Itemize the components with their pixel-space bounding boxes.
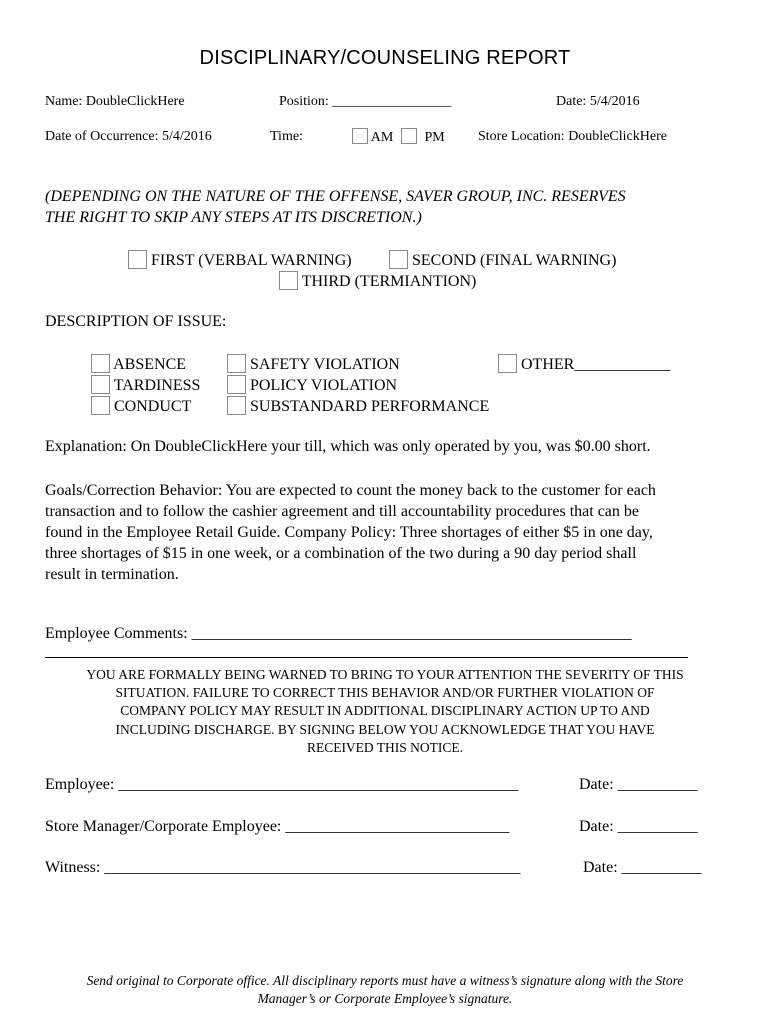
issue-other-option[interactable]: [498, 354, 670, 374]
explanation-text: Explanation: On DoubleClickHere your till, which was only operated by you, was $0.00 short.: [45, 438, 651, 455]
formal-warning-notice: [40, 666, 730, 757]
notice-line-3: COMPANY POLICY MAY RESULT IN ADDITIONAL DISCIPLINARY ACTION UP TO AND: [120, 703, 650, 719]
warning-first-option[interactable]: [128, 250, 352, 270]
notice-line-2: SITUATION. FAILURE TO CORRECT THIS BEHAVIOR AND/OR FURTHER VIOLATION OF: [115, 685, 655, 701]
am-label: AM: [370, 130, 394, 145]
position-field[interactable]: Position: _________________: [279, 94, 452, 109]
comments-second-line[interactable]: [45, 657, 688, 658]
policy-note-line-1: (DEPENDING ON THE NATURE OF THE OFFENSE, SAVER GROUP, INC. RESERVES: [45, 188, 626, 205]
second-warning-label: SECOND (FINAL WARNING): [412, 252, 617, 269]
goals-line-3: found in the Employee Retail Guide. Company Policy: Three shortages of either $5 in one day,: [45, 524, 653, 541]
notice-line-1: YOU ARE FORMALLY BEING WARNED TO BRING TO YOUR ATTENTION THE SEVERITY OF THIS: [86, 667, 684, 682]
tardiness-checkbox[interactable]: [91, 375, 110, 394]
am-checkbox[interactable]: [352, 128, 368, 144]
time-pm-option[interactable]: [401, 128, 445, 146]
description-heading: DESCRIPTION OF ISSUE:: [45, 313, 227, 330]
employee-comments-field[interactable]: Employee Comments: _______________________________________________________: [45, 625, 632, 642]
issue-absence-option[interactable]: [91, 354, 186, 374]
time-am-option[interactable]: [352, 128, 393, 146]
absence-label: ABSENCE: [113, 356, 187, 373]
third-warning-checkbox[interactable]: [279, 271, 298, 290]
other-checkbox[interactable]: [498, 354, 517, 373]
other-label[interactable]: OTHER____________: [521, 356, 671, 373]
safety-label: SAFETY VIOLATION: [250, 356, 400, 373]
name-field[interactable]: Name: DoubleClickHere: [45, 94, 185, 109]
first-warning-label: FIRST (VERBAL WARNING): [151, 252, 352, 269]
policy-note-line-2: THE RIGHT TO SKIP ANY STEPS AT ITS DISCRETION.): [45, 209, 422, 226]
policy-label: POLICY VIOLATION: [250, 377, 398, 394]
conduct-checkbox[interactable]: [91, 396, 110, 415]
second-warning-checkbox[interactable]: [389, 250, 408, 269]
absence-checkbox[interactable]: [91, 354, 110, 373]
employee-signature-field[interactable]: Employee: __________________________________________________: [45, 776, 519, 793]
manager-signature-field[interactable]: Store Manager/Corporate Employee: ____________________________: [45, 818, 510, 835]
footer-line-1: Send original to Corporate office. All disciplinary reports must have a witness’s signature along with the Store: [86, 973, 684, 988]
issue-conduct-option[interactable]: [91, 396, 191, 416]
time-label: Time:: [270, 129, 303, 144]
date-field[interactable]: Date: 5/4/2016: [556, 94, 640, 109]
goals-line-1: Goals/Correction Behavior: You are expected to count the money back to the customer for each: [45, 482, 656, 499]
issue-safety-option[interactable]: [227, 354, 400, 374]
policy-checkbox[interactable]: [227, 375, 246, 394]
issue-substandard-option[interactable]: [227, 396, 489, 416]
notice-line-5: RECEIVED THIS NOTICE.: [306, 739, 464, 755]
third-warning-label: THIRD (TERMIANTION): [301, 273, 477, 290]
manager-date-field[interactable]: Date: __________: [579, 818, 698, 835]
issue-policy-option[interactable]: [227, 375, 397, 395]
goals-line-4: three shortages of $15 in one week, or a combination of the two during a 90 day period shall: [45, 545, 637, 562]
goals-line-2: transaction and to follow the cashier agreement and till accountability procedures that can be: [45, 503, 639, 520]
goals-line-5: result in termination.: [45, 566, 179, 583]
conduct-label: CONDUCT: [114, 398, 192, 415]
substandard-label: SUBSTANDARD PERFORMANCE: [250, 398, 490, 415]
footer-note: [40, 972, 730, 1008]
occurrence-date-field[interactable]: Date of Occurrence: 5/4/2016: [45, 129, 212, 144]
notice-line-4: INCLUDING DISCHARGE. BY SIGNING BELOW YOU ACKNOWLEDGE THAT YOU HAVE: [115, 721, 655, 737]
employee-date-field[interactable]: Date: __________: [579, 776, 698, 793]
substandard-checkbox[interactable]: [227, 396, 246, 415]
pm-checkbox[interactable]: [401, 128, 417, 144]
witness-signature-field[interactable]: Witness: ____________________________________________________: [45, 859, 521, 876]
tardiness-label: TARDINESS: [113, 377, 201, 394]
issue-tardiness-option[interactable]: [91, 375, 200, 395]
store-location-field[interactable]: Store Location: DoubleClickHere: [478, 129, 667, 144]
witness-date-field[interactable]: Date: __________: [583, 859, 702, 876]
goals-paragraph: [45, 480, 730, 585]
safety-checkbox[interactable]: [227, 354, 246, 373]
warning-third-option[interactable]: [279, 271, 476, 291]
pm-label: PM: [424, 130, 445, 145]
footer-line-2: Manager’s or Corporate Employee’s signature.: [257, 991, 513, 1006]
warning-second-option[interactable]: [389, 250, 616, 270]
page-title: DISCIPLINARY/COUNSELING REPORT: [199, 47, 571, 69]
first-warning-checkbox[interactable]: [128, 250, 147, 269]
